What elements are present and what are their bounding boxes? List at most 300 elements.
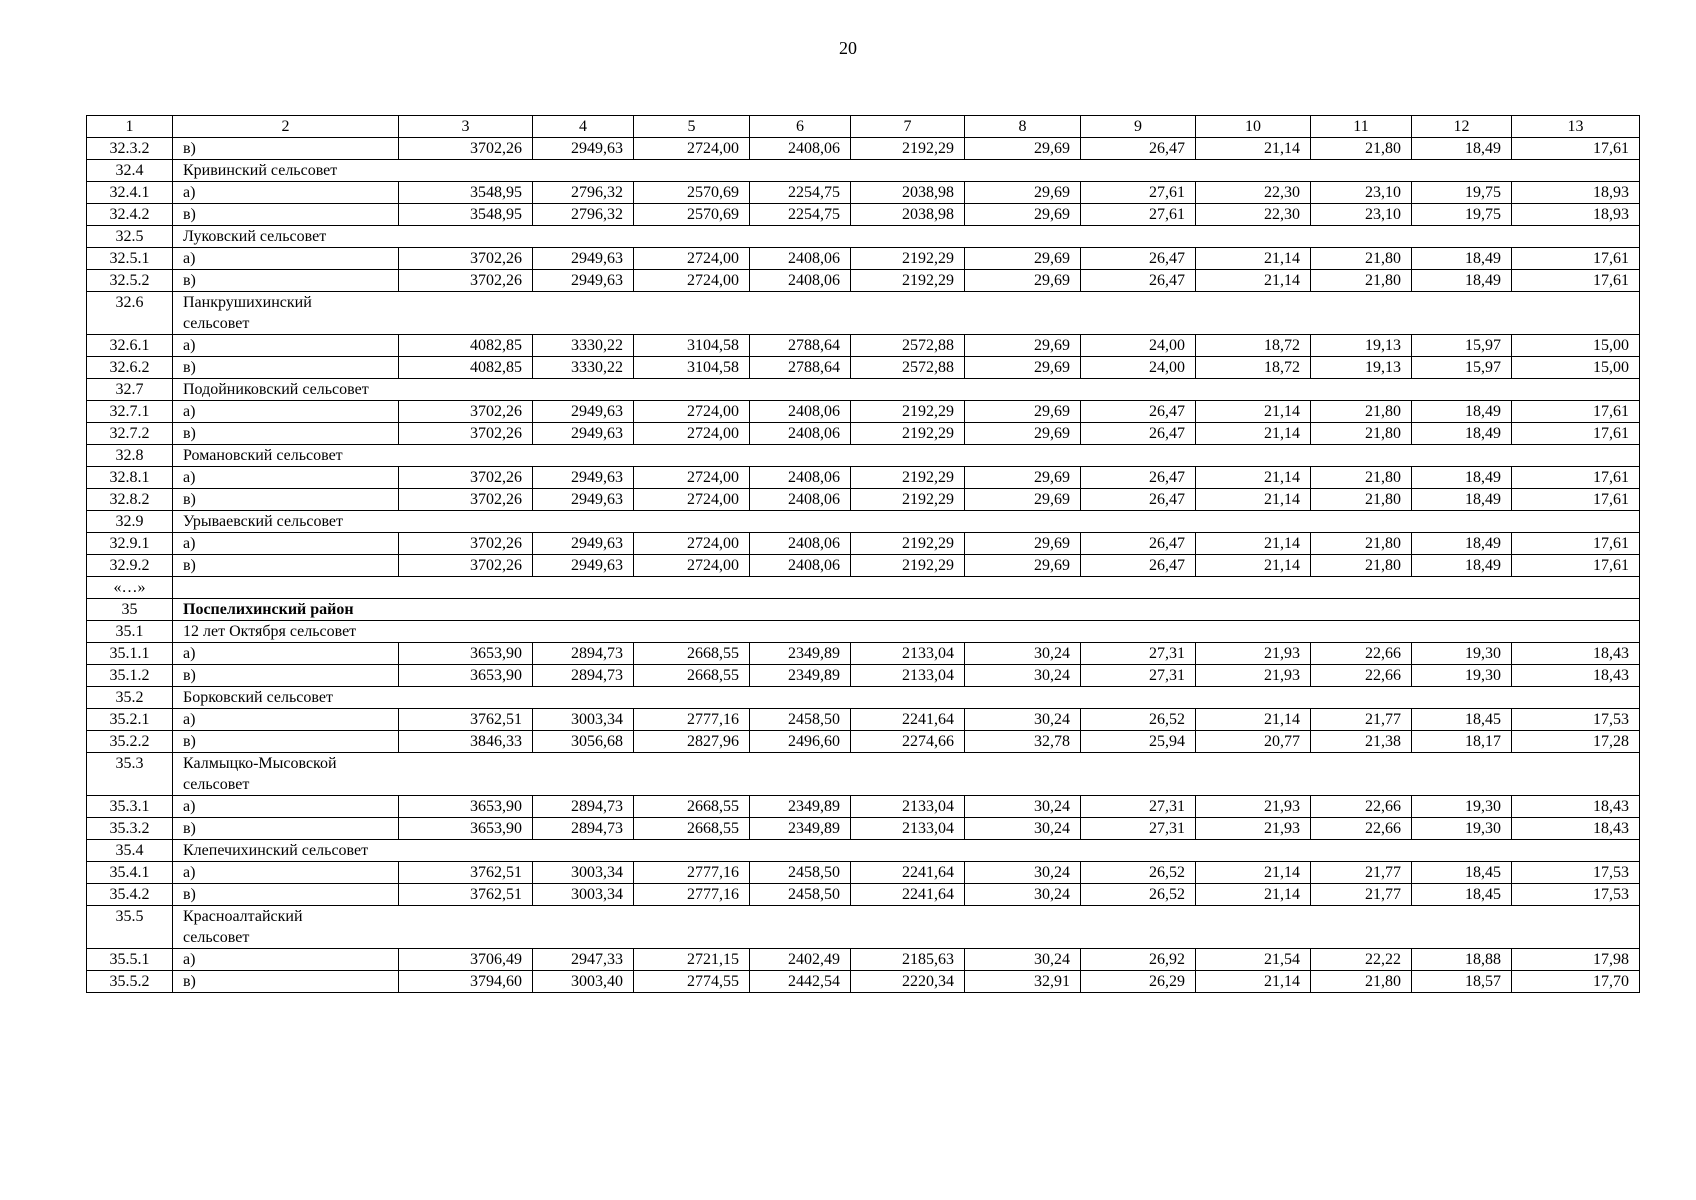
value-cell: 2408,06 (750, 533, 851, 555)
value-cell: 3653,90 (399, 818, 533, 840)
value-cell: 3702,26 (399, 533, 533, 555)
row-label-cell: а) (173, 949, 399, 971)
section-number-cell: 32.6 (87, 292, 173, 335)
value-cell: 2274,66 (851, 731, 965, 753)
section-row (87, 687, 1640, 709)
value-cell: 18,49 (1412, 423, 1512, 445)
value-cell: 17,98 (1512, 949, 1640, 971)
section-number-cell: 35.4 (87, 840, 173, 862)
value-cell: 2458,50 (750, 862, 851, 884)
row-number-cell: 35.4.2 (87, 884, 173, 906)
section-number-cell: 32.8 (87, 445, 173, 467)
value-cell: 18,49 (1412, 489, 1512, 511)
row-label-cell: а) (173, 467, 399, 489)
value-cell: 21,80 (1311, 138, 1412, 160)
value-cell: 29,69 (965, 248, 1081, 270)
value-cell: 30,24 (965, 818, 1081, 840)
value-cell: 2724,00 (634, 270, 750, 292)
value-cell: 21,77 (1311, 862, 1412, 884)
value-cell: 18,49 (1412, 401, 1512, 423)
row-label-cell: а) (173, 862, 399, 884)
value-cell: 21,80 (1311, 555, 1412, 577)
value-cell: 17,61 (1512, 248, 1640, 270)
value-cell: 17,53 (1512, 709, 1640, 731)
value-cell: 2349,89 (750, 665, 851, 687)
value-cell: 3003,34 (533, 709, 634, 731)
section-number-cell: 32.5 (87, 226, 173, 248)
value-cell: 18,93 (1512, 182, 1640, 204)
value-cell: 2192,29 (851, 489, 965, 511)
section-number-cell: 32.4 (87, 160, 173, 182)
value-cell: 2724,00 (634, 489, 750, 511)
value-cell: 3003,34 (533, 884, 634, 906)
value-cell: 2220,34 (851, 971, 965, 993)
value-cell: 2721,15 (634, 949, 750, 971)
value-cell: 21,77 (1311, 709, 1412, 731)
value-cell: 26,47 (1081, 489, 1196, 511)
section-title-cell: Луковский сельсовет (173, 226, 1640, 248)
value-cell: 23,10 (1311, 182, 1412, 204)
value-cell: 22,30 (1196, 204, 1311, 226)
value-cell: 18,93 (1512, 204, 1640, 226)
value-cell: 2724,00 (634, 248, 750, 270)
section-row (87, 511, 1640, 533)
section-row (87, 160, 1640, 182)
value-cell: 17,61 (1512, 533, 1640, 555)
section-title-cell: Красноалтайский сельсовет (173, 906, 1640, 949)
value-cell: 2949,63 (533, 467, 634, 489)
table-row (87, 182, 1640, 204)
value-cell: 27,31 (1081, 665, 1196, 687)
value-cell: 2827,96 (634, 731, 750, 753)
value-cell: 18,57 (1412, 971, 1512, 993)
value-cell: 19,13 (1311, 357, 1412, 379)
value-cell: 2241,64 (851, 709, 965, 731)
row-number-cell: 32.7.2 (87, 423, 173, 445)
value-cell: 2192,29 (851, 270, 965, 292)
value-cell: 21,80 (1311, 467, 1412, 489)
value-cell: 2408,06 (750, 401, 851, 423)
row-label-cell: а) (173, 643, 399, 665)
row-number-cell: 35.4.1 (87, 862, 173, 884)
value-cell: 29,69 (965, 467, 1081, 489)
value-cell: 21,80 (1311, 971, 1412, 993)
row-number-cell: 32.8.2 (87, 489, 173, 511)
value-cell: 26,29 (1081, 971, 1196, 993)
value-cell: 2442,54 (750, 971, 851, 993)
value-cell: 18,88 (1412, 949, 1512, 971)
value-cell: 21,80 (1311, 270, 1412, 292)
value-cell: 18,49 (1412, 248, 1512, 270)
row-label-cell: в) (173, 665, 399, 687)
value-cell: 29,69 (965, 401, 1081, 423)
value-cell: 2192,29 (851, 555, 965, 577)
value-cell: 22,66 (1311, 665, 1412, 687)
value-cell: 3003,34 (533, 862, 634, 884)
row-label-cell: в) (173, 884, 399, 906)
value-cell: 2185,63 (851, 949, 965, 971)
value-cell: 18,72 (1196, 335, 1311, 357)
empty-cell (173, 577, 1640, 599)
value-cell: 2402,49 (750, 949, 851, 971)
value-cell: 2947,33 (533, 949, 634, 971)
column-header: 5 (634, 116, 750, 138)
value-cell: 21,93 (1196, 818, 1311, 840)
row-number-cell: 35.3.2 (87, 818, 173, 840)
table-row (87, 335, 1640, 357)
value-cell: 30,24 (965, 709, 1081, 731)
value-cell: 30,24 (965, 796, 1081, 818)
value-cell: 21,14 (1196, 862, 1311, 884)
value-cell: 2788,64 (750, 335, 851, 357)
value-cell: 2777,16 (634, 884, 750, 906)
row-number-cell: 35.1.2 (87, 665, 173, 687)
value-cell: 26,52 (1081, 862, 1196, 884)
table-row (87, 467, 1640, 489)
value-cell: 21,14 (1196, 971, 1311, 993)
section-row (87, 445, 1640, 467)
value-cell: 19,30 (1412, 665, 1512, 687)
value-cell: 17,53 (1512, 862, 1640, 884)
value-cell: 18,45 (1412, 862, 1512, 884)
value-cell: 29,69 (965, 182, 1081, 204)
value-cell: 21,80 (1311, 489, 1412, 511)
value-cell: 18,43 (1512, 796, 1640, 818)
column-header: 8 (965, 116, 1081, 138)
row-number-cell: 32.6.1 (87, 335, 173, 357)
value-cell: 2668,55 (634, 818, 750, 840)
value-cell: 21,14 (1196, 270, 1311, 292)
value-cell: 21,38 (1311, 731, 1412, 753)
section-title-cell: Кривинский сельсовет (173, 160, 1640, 182)
row-label-cell: а) (173, 533, 399, 555)
value-cell: 18,43 (1512, 665, 1640, 687)
section-row (87, 840, 1640, 862)
value-cell: 2408,06 (750, 467, 851, 489)
value-cell: 3702,26 (399, 423, 533, 445)
section-row (87, 621, 1640, 643)
table-row (87, 138, 1640, 160)
row-label-cell: в) (173, 818, 399, 840)
value-cell: 3003,40 (533, 971, 634, 993)
value-cell: 2458,50 (750, 884, 851, 906)
value-cell: 2408,06 (750, 555, 851, 577)
value-cell: 3702,26 (399, 248, 533, 270)
value-cell: 26,47 (1081, 423, 1196, 445)
value-cell: 2254,75 (750, 204, 851, 226)
value-cell: 3702,26 (399, 467, 533, 489)
table-row (87, 555, 1640, 577)
value-cell: 2894,73 (533, 665, 634, 687)
value-cell: 19,30 (1412, 643, 1512, 665)
value-cell: 2572,88 (851, 335, 965, 357)
section-number-cell: 35.5 (87, 906, 173, 949)
row-number-cell: 35.5.2 (87, 971, 173, 993)
row-number-cell: 32.8.1 (87, 467, 173, 489)
value-cell: 15,00 (1512, 335, 1640, 357)
value-cell: 2133,04 (851, 796, 965, 818)
value-cell: 18,45 (1412, 709, 1512, 731)
value-cell: 2724,00 (634, 533, 750, 555)
value-cell: 21,77 (1311, 884, 1412, 906)
value-cell: 2949,63 (533, 270, 634, 292)
value-cell: 2241,64 (851, 884, 965, 906)
value-cell: 2777,16 (634, 709, 750, 731)
section-row (87, 753, 1640, 796)
value-cell: 2894,73 (533, 818, 634, 840)
value-cell: 2949,63 (533, 138, 634, 160)
value-cell: 21,14 (1196, 248, 1311, 270)
value-cell: 21,80 (1311, 533, 1412, 555)
value-cell: 27,61 (1081, 204, 1196, 226)
value-cell: 21,14 (1196, 555, 1311, 577)
row-number-cell: 32.3.2 (87, 138, 173, 160)
value-cell: 3548,95 (399, 204, 533, 226)
value-cell: 15,00 (1512, 357, 1640, 379)
row-number-cell: 35.1.1 (87, 643, 173, 665)
value-cell: 26,47 (1081, 270, 1196, 292)
value-cell: 29,69 (965, 423, 1081, 445)
value-cell: 17,61 (1512, 489, 1640, 511)
value-cell: 21,93 (1196, 796, 1311, 818)
value-cell: 3104,58 (634, 357, 750, 379)
value-cell: 3653,90 (399, 643, 533, 665)
value-cell: 3846,33 (399, 731, 533, 753)
section-number-cell: 35.2 (87, 687, 173, 709)
value-cell: 17,61 (1512, 423, 1640, 445)
value-cell: 22,66 (1311, 643, 1412, 665)
value-cell: 2668,55 (634, 796, 750, 818)
value-cell: 2133,04 (851, 643, 965, 665)
value-cell: 17,53 (1512, 884, 1640, 906)
value-cell: 2192,29 (851, 467, 965, 489)
value-cell: 2192,29 (851, 533, 965, 555)
row-label-cell: в) (173, 204, 399, 226)
value-cell: 21,14 (1196, 138, 1311, 160)
value-cell: 21,14 (1196, 533, 1311, 555)
value-cell: 2408,06 (750, 270, 851, 292)
value-cell: 15,97 (1412, 357, 1512, 379)
row-number-cell: 35.2.1 (87, 709, 173, 731)
table-row (87, 971, 1640, 993)
value-cell: 22,30 (1196, 182, 1311, 204)
value-cell: 17,61 (1512, 555, 1640, 577)
row-label-cell: в) (173, 731, 399, 753)
value-cell: 2570,69 (634, 204, 750, 226)
value-cell: 2254,75 (750, 182, 851, 204)
section-number-cell: 32.7 (87, 379, 173, 401)
row-number-cell: 32.6.2 (87, 357, 173, 379)
section-title-cell: Калмыцко-Мысовской сельсовет (173, 753, 1640, 796)
column-header: 6 (750, 116, 851, 138)
column-number-header-row (87, 116, 1640, 138)
table-row (87, 862, 1640, 884)
value-cell: 2894,73 (533, 796, 634, 818)
column-header: 9 (1081, 116, 1196, 138)
value-cell: 2192,29 (851, 423, 965, 445)
value-cell: 32,91 (965, 971, 1081, 993)
value-cell: 26,47 (1081, 533, 1196, 555)
value-cell: 17,61 (1512, 270, 1640, 292)
section-row (87, 906, 1640, 949)
value-cell: 29,69 (965, 335, 1081, 357)
value-cell: 2724,00 (634, 138, 750, 160)
page-number: 20 (839, 38, 857, 58)
tariff-table (86, 115, 1640, 993)
section-row (87, 379, 1640, 401)
value-cell: 18,43 (1512, 643, 1640, 665)
table-row (87, 884, 1640, 906)
value-cell: 18,43 (1512, 818, 1640, 840)
value-cell: 30,24 (965, 949, 1081, 971)
section-title-cell: Панкрушихинский сельсовет (173, 292, 1640, 335)
value-cell: 18,49 (1412, 467, 1512, 489)
table-row (87, 709, 1640, 731)
value-cell: 2724,00 (634, 555, 750, 577)
column-header: 2 (173, 116, 399, 138)
column-header: 4 (533, 116, 634, 138)
ellipsis-row (87, 577, 1640, 599)
value-cell: 21,14 (1196, 401, 1311, 423)
value-cell: 2570,69 (634, 182, 750, 204)
row-number-cell: 32.4.2 (87, 204, 173, 226)
value-cell: 2192,29 (851, 401, 965, 423)
table-row (87, 533, 1640, 555)
value-cell: 29,69 (965, 357, 1081, 379)
row-label-cell: в) (173, 270, 399, 292)
value-cell: 2572,88 (851, 357, 965, 379)
value-cell: 18,49 (1412, 138, 1512, 160)
value-cell: 2949,63 (533, 423, 634, 445)
section-number-cell: 35 (87, 599, 173, 621)
value-cell: 3548,95 (399, 182, 533, 204)
value-cell: 22,66 (1311, 796, 1412, 818)
value-cell: 21,80 (1311, 423, 1412, 445)
row-label-cell: в) (173, 357, 399, 379)
value-cell: 3653,90 (399, 796, 533, 818)
table-row (87, 401, 1640, 423)
value-cell: 2241,64 (851, 862, 965, 884)
value-cell: 3104,58 (634, 335, 750, 357)
value-cell: 19,75 (1412, 204, 1512, 226)
value-cell: 21,14 (1196, 489, 1311, 511)
value-cell: 2894,73 (533, 643, 634, 665)
value-cell: 2349,89 (750, 796, 851, 818)
section-title-cell: Клепечихинский сельсовет (173, 840, 1640, 862)
section-title-cell: Поспелихинский район (173, 599, 1640, 621)
value-cell: 2408,06 (750, 423, 851, 445)
value-cell: 2496,60 (750, 731, 851, 753)
row-label-cell: в) (173, 138, 399, 160)
value-cell: 17,61 (1512, 401, 1640, 423)
value-cell: 2038,98 (851, 182, 965, 204)
value-cell: 2408,06 (750, 248, 851, 270)
column-header: 7 (851, 116, 965, 138)
value-cell: 3653,90 (399, 665, 533, 687)
value-cell: 21,14 (1196, 423, 1311, 445)
column-header: 11 (1311, 116, 1412, 138)
table-row (87, 270, 1640, 292)
row-label-cell: а) (173, 796, 399, 818)
value-cell: 21,14 (1196, 709, 1311, 731)
value-cell: 15,97 (1412, 335, 1512, 357)
value-cell: 17,28 (1512, 731, 1640, 753)
district-row (87, 599, 1640, 621)
value-cell: 3702,26 (399, 270, 533, 292)
value-cell: 30,24 (965, 884, 1081, 906)
table-row (87, 818, 1640, 840)
row-number-cell: 35.2.2 (87, 731, 173, 753)
row-number-cell: 32.4.1 (87, 182, 173, 204)
value-cell: 3706,49 (399, 949, 533, 971)
value-cell: 19,30 (1412, 818, 1512, 840)
value-cell: 21,93 (1196, 643, 1311, 665)
value-cell: 3056,68 (533, 731, 634, 753)
value-cell: 2038,98 (851, 204, 965, 226)
value-cell: 29,69 (965, 270, 1081, 292)
value-cell: 18,49 (1412, 533, 1512, 555)
row-number-cell: 32.7.1 (87, 401, 173, 423)
value-cell: 25,94 (1081, 731, 1196, 753)
row-number-cell: 32.5.1 (87, 248, 173, 270)
value-cell: 19,75 (1412, 182, 1512, 204)
section-title-cell: Борковский сельсовет (173, 687, 1640, 709)
value-cell: 26,47 (1081, 401, 1196, 423)
row-label-cell: в) (173, 423, 399, 445)
value-cell: 2349,89 (750, 643, 851, 665)
value-cell: 3330,22 (533, 335, 634, 357)
row-label-cell: в) (173, 489, 399, 511)
value-cell: 2796,32 (533, 204, 634, 226)
column-header: 3 (399, 116, 533, 138)
value-cell: 18,17 (1412, 731, 1512, 753)
value-cell: 2668,55 (634, 643, 750, 665)
value-cell: 3702,26 (399, 401, 533, 423)
value-cell: 2192,29 (851, 248, 965, 270)
table-row (87, 643, 1640, 665)
value-cell: 21,14 (1196, 467, 1311, 489)
value-cell: 19,13 (1311, 335, 1412, 357)
section-title-cell: Подойниковский сельсовет (173, 379, 1640, 401)
value-cell: 29,69 (965, 555, 1081, 577)
value-cell: 2458,50 (750, 709, 851, 731)
value-cell: 3702,26 (399, 489, 533, 511)
section-row (87, 292, 1640, 335)
ellipsis-cell: «…» (87, 577, 173, 599)
value-cell: 2788,64 (750, 357, 851, 379)
value-cell: 2349,89 (750, 818, 851, 840)
value-cell: 18,49 (1412, 270, 1512, 292)
value-cell: 3762,51 (399, 862, 533, 884)
value-cell: 26,52 (1081, 884, 1196, 906)
value-cell: 2724,00 (634, 467, 750, 489)
value-cell: 2408,06 (750, 489, 851, 511)
value-cell: 22,22 (1311, 949, 1412, 971)
value-cell: 3762,51 (399, 884, 533, 906)
table-row (87, 949, 1640, 971)
section-title-cell: Урываевский сельсовет (173, 511, 1640, 533)
value-cell: 21,93 (1196, 665, 1311, 687)
table-row (87, 423, 1640, 445)
column-header: 1 (87, 116, 173, 138)
value-cell: 2668,55 (634, 665, 750, 687)
value-cell: 4082,85 (399, 357, 533, 379)
value-cell: 2949,63 (533, 533, 634, 555)
table-row (87, 665, 1640, 687)
value-cell: 22,66 (1311, 818, 1412, 840)
value-cell: 20,77 (1196, 731, 1311, 753)
value-cell: 2408,06 (750, 138, 851, 160)
